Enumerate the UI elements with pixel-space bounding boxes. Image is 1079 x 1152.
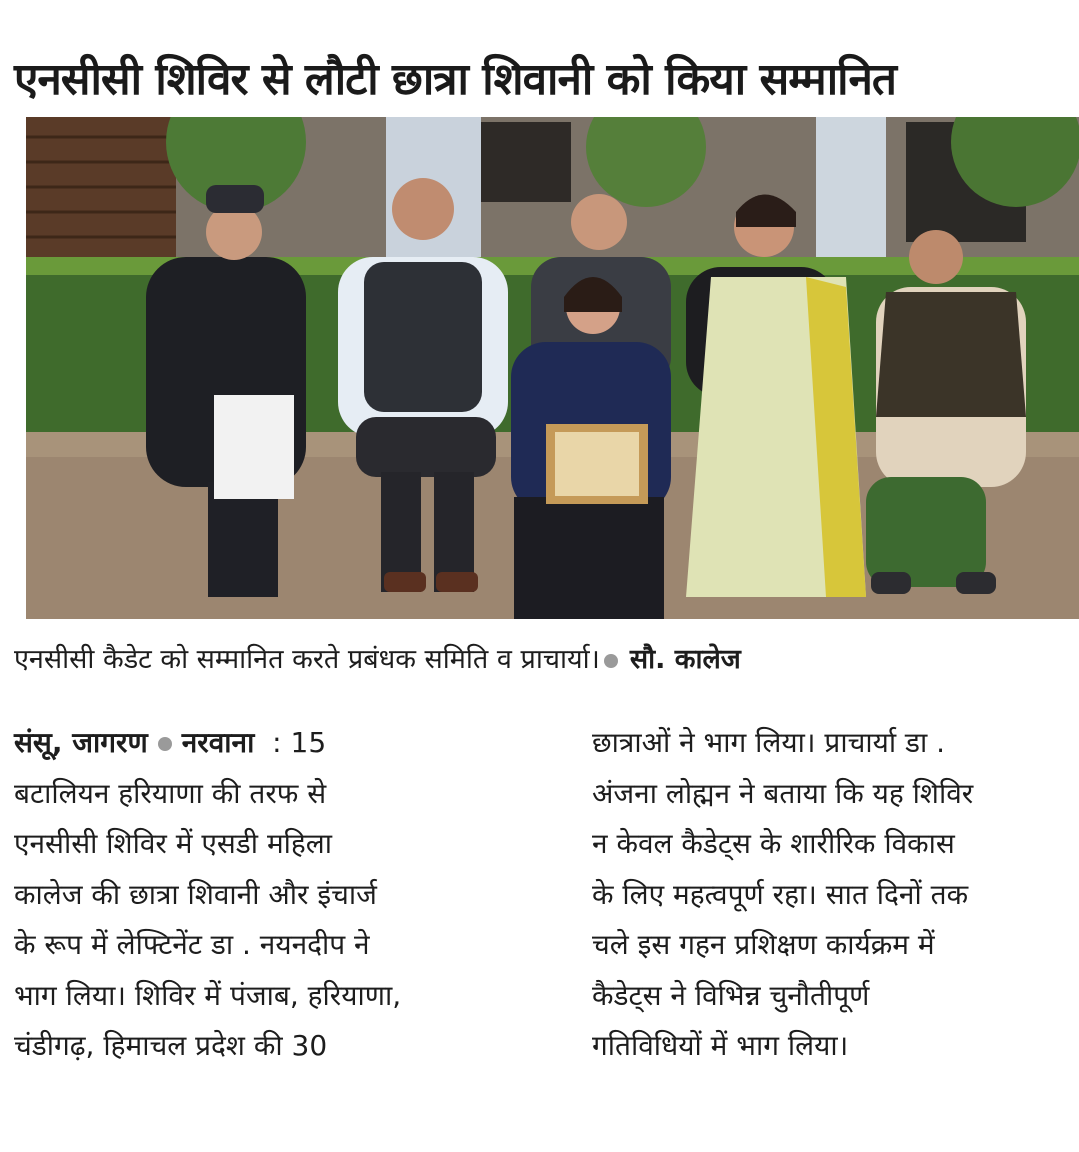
byline-separator: : xyxy=(272,726,282,759)
article-line: के रूप में लेफ्टिनेंट डा . नयनदीप ने xyxy=(14,928,370,961)
article-line: चले इस गहन प्रशिक्षण कार्यक्रम में xyxy=(592,928,935,961)
article-line: भाग लिया। शिविर में पंजाब, हरियाणा, xyxy=(14,978,402,1012)
photo-caption xyxy=(14,640,1074,680)
bullet-dot-icon xyxy=(604,654,618,668)
byline-place: नरवाना xyxy=(181,726,255,759)
article-line: छात्राओं ने भाग लिया। प्राचार्या डा . xyxy=(592,726,946,759)
article-line-text: 15 xyxy=(290,726,327,759)
caption-text: एनसीसी कैडेट को सम्मानित करते प्रबंधक समिति व प्राचार्या। xyxy=(14,644,600,675)
byline-source: संसू, जागरण xyxy=(14,726,148,759)
photo-illustration xyxy=(26,117,1079,619)
article-line: न केवल कैडेट्स के शारीरिक विकास xyxy=(592,827,955,860)
news-photo xyxy=(26,117,1079,619)
article-line: कैडेट्स ने विभिन्न चुनौतीपूर्ण xyxy=(592,978,870,1012)
article-line: अंजना लोह्मन ने बताया कि यह शिविर xyxy=(592,776,974,810)
caption-credit: सौ. कालेज xyxy=(629,644,741,675)
building-pillar-right xyxy=(816,117,886,257)
building-window xyxy=(481,122,571,202)
article-line: चंडीगढ़, हिमाचल प्रदेश की 30 xyxy=(14,1029,328,1062)
bullet-dot-icon xyxy=(158,737,172,751)
article-line xyxy=(14,718,554,769)
article-line: गतिविधियों में भाग लिया। xyxy=(592,1029,849,1062)
article-column-left xyxy=(14,718,554,1072)
headline: एनसीसी शिविर से लौटी छात्रा शिवानी को किया सम्मानित xyxy=(14,54,897,106)
article-line: के लिए महत्वपूर्ण रहा। सात दिनों तक xyxy=(592,877,969,911)
article-line: एनसीसी शिविर में एसडी महिला xyxy=(14,827,333,860)
article-line: कालेज की छात्रा शिवानी और इंचार्ज xyxy=(14,877,377,911)
article-column-right xyxy=(592,718,1079,1072)
article-line: बटालियन हरियाणा की तरफ से xyxy=(14,776,327,810)
